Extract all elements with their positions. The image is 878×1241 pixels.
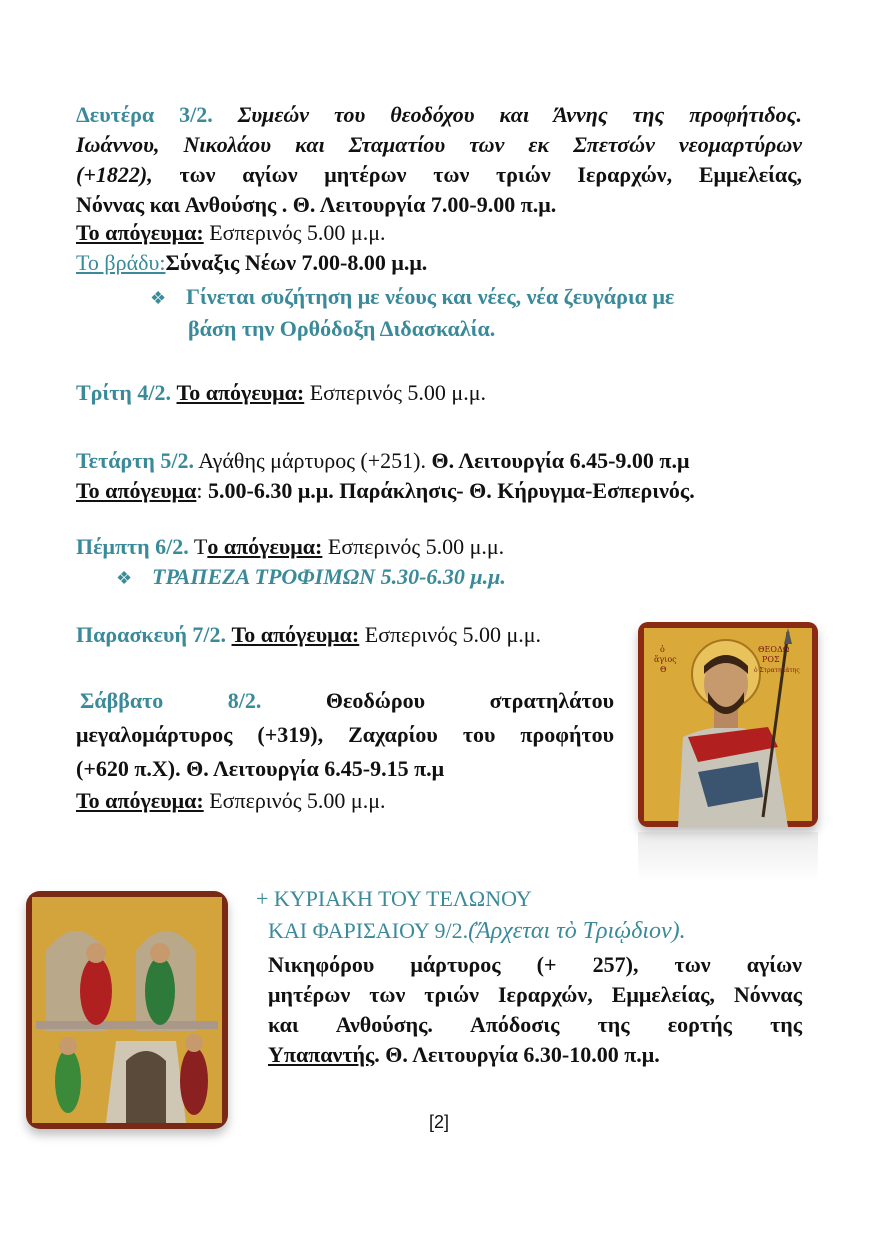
- monday-bullet-text-1: Γίνεται συζήτηση με νέους και νέες, νέα ζευγάρια με: [186, 284, 675, 309]
- sunday-heading-2: [268, 916, 686, 946]
- wednesday-saint: Αγάθης μάρτυρος (+251).: [194, 448, 432, 473]
- sunday-liturgy: . Θ. Λειτουργία 6.30-10.00 π.μ.: [374, 1042, 660, 1067]
- saturday-saint-2: στρατηλάτου: [489, 688, 614, 713]
- icon-inscription-right-1: ΘΕΟΔΩ: [758, 645, 790, 654]
- saturday-afternoon: [76, 786, 386, 816]
- evening-label: Το βράδυ:: [76, 250, 166, 275]
- sunday-line-1: Νικηφόρου μάρτυρος (+ 257), των αγίων: [268, 952, 802, 977]
- diamond-bullet-icon: ❖: [116, 568, 133, 588]
- saturday-line-3: (+620 π.Χ). Θ. Λειτουργία 6.45-9.15 π.μ: [76, 756, 445, 781]
- wednesday-day: Τετάρτη 5/2.: [76, 448, 195, 473]
- publican-pharisee-icon: [26, 891, 228, 1129]
- page-number: [2]: [428, 1112, 449, 1132]
- thursday-day: Πέμπτη 6/2.: [76, 534, 189, 559]
- afternoon-label: Το απόγευμα:: [76, 788, 204, 813]
- triodion-start: (Ἄρχεται τὸ Τριῴδιον).: [468, 918, 686, 944]
- hypapante: Υπαπαντής: [268, 1042, 375, 1067]
- monday-evening: [76, 248, 802, 278]
- saint-theodore-icon: [638, 622, 818, 827]
- afternoon-text: Εσπερινός 5.00 μ.μ.: [203, 788, 386, 813]
- saturday-date: 8/2.: [227, 688, 262, 713]
- icon-inscription-left-1: ὁ: [660, 645, 665, 654]
- monday-bullet: [150, 282, 790, 313]
- monday-afternoon: [76, 218, 802, 248]
- food-bank-text: ΤΡΑΠΕΖΑ ΤΡΟΦΙΜΩΝ 5.30-6.30 μ.μ.: [152, 564, 506, 589]
- monday-line-1: [76, 100, 802, 130]
- sunday-line-2: μητέρων των τριών Ιεραρχών, Εμμελείας, Νόννας: [268, 982, 802, 1007]
- afternoon-label: Το απόγευμα:: [176, 380, 305, 405]
- wednesday-liturgy: Θ. Λειτουργία 6.45-9.00 π.μ: [431, 448, 690, 473]
- monday-day: Δευτέρα 3/2.: [76, 102, 213, 127]
- icon-reflection: [638, 832, 818, 882]
- monday-year: (+1822),: [76, 162, 153, 187]
- wednesday-afternoon-text: 5.00-6.30 μ.μ. Παράκλησις- Θ. Κήρυγμα-Εσπερινός.: [208, 478, 695, 503]
- afternoon-text: Εσπερινός 5.00 μ.μ.: [203, 220, 386, 245]
- thursday-bullet: [116, 562, 756, 593]
- tuesday-day: Τρίτη 4/2.: [76, 380, 172, 405]
- sunday-heading-1: + ΚΥΡΙΑΚΗ ΤΟΥ ΤΕΛΩΝΟΥ: [256, 886, 532, 911]
- sunday-date: ΚΑΙ ΦΑΡΙΣΑΙΟΥ 9/2.: [268, 918, 469, 943]
- evening-text: Σύναξις Νέων 7.00-8.00 μ.μ.: [165, 250, 428, 275]
- afternoon-label: Το απόγευμα: [76, 478, 197, 503]
- icon-inscription-right-2: ΡΟΣ: [762, 655, 780, 664]
- tuesday-line: [76, 378, 802, 408]
- monday-line-4: Νόννας και Ανθούσης . Θ. Λειτουργία 7.00-9.00 π.μ.: [76, 192, 557, 217]
- saturday-saint-1: Θεοδώρου: [325, 688, 426, 713]
- diamond-bullet-icon: ❖: [150, 288, 167, 308]
- thursday-prefix: Τ: [188, 534, 208, 559]
- icon-inscription-left-3: Θ: [660, 665, 667, 674]
- publican-pharisee-image: [26, 891, 228, 1129]
- icon-inscription-left-2: ἅγιος: [654, 655, 677, 664]
- monday-saints: Συμεών του θεοδόχου και Άννης της προφήτιδος.: [212, 102, 802, 127]
- icon-inscription-right-3: ὁ Στρατηλάτης: [754, 667, 800, 674]
- afternoon-label: Το απόγευμα:: [231, 622, 360, 647]
- monday-line-2: Ιωάννου, Νικολάου και Σταματίου των εκ Σπετσών νεομαρτύρων: [76, 132, 802, 157]
- afternoon-text: Εσπερινός 5.00 μ.μ.: [304, 380, 487, 405]
- monday-line-3: [76, 160, 802, 190]
- afternoon-text: Εσπερινός 5.00 μ.μ.: [322, 534, 505, 559]
- afternoon-text: Εσπερινός 5.00 μ.μ.: [359, 622, 542, 647]
- saint-theodore-image: [638, 622, 818, 827]
- afternoon-label: ο απόγευμα:: [207, 534, 323, 559]
- saturday-line-1: [80, 686, 614, 716]
- wednesday-line-2: [76, 476, 802, 506]
- monday-mothers: των αγίων μητέρων των τριών Ιεραρχών, Εμμελείας,: [152, 162, 802, 187]
- colon: :: [196, 478, 208, 503]
- friday-day: Παρασκευή 7/2.: [76, 622, 227, 647]
- sunday-line-3: και Ανθούσης. Απόδοσις της εορτής της: [268, 1012, 802, 1037]
- wednesday-line-1: [76, 446, 802, 476]
- saturday-day: Σάββατο: [80, 688, 164, 713]
- saturday-line-2: μεγαλομάρτυρος (+319), Ζαχαρίου του προφήτου: [76, 722, 614, 747]
- thursday-line: [76, 532, 802, 562]
- afternoon-label: Το απόγευμα:: [76, 220, 204, 245]
- sunday-line-4: [268, 1040, 660, 1070]
- monday-bullet-text-2: βάση την Ορθόδοξη Διδασκαλία.: [188, 316, 496, 341]
